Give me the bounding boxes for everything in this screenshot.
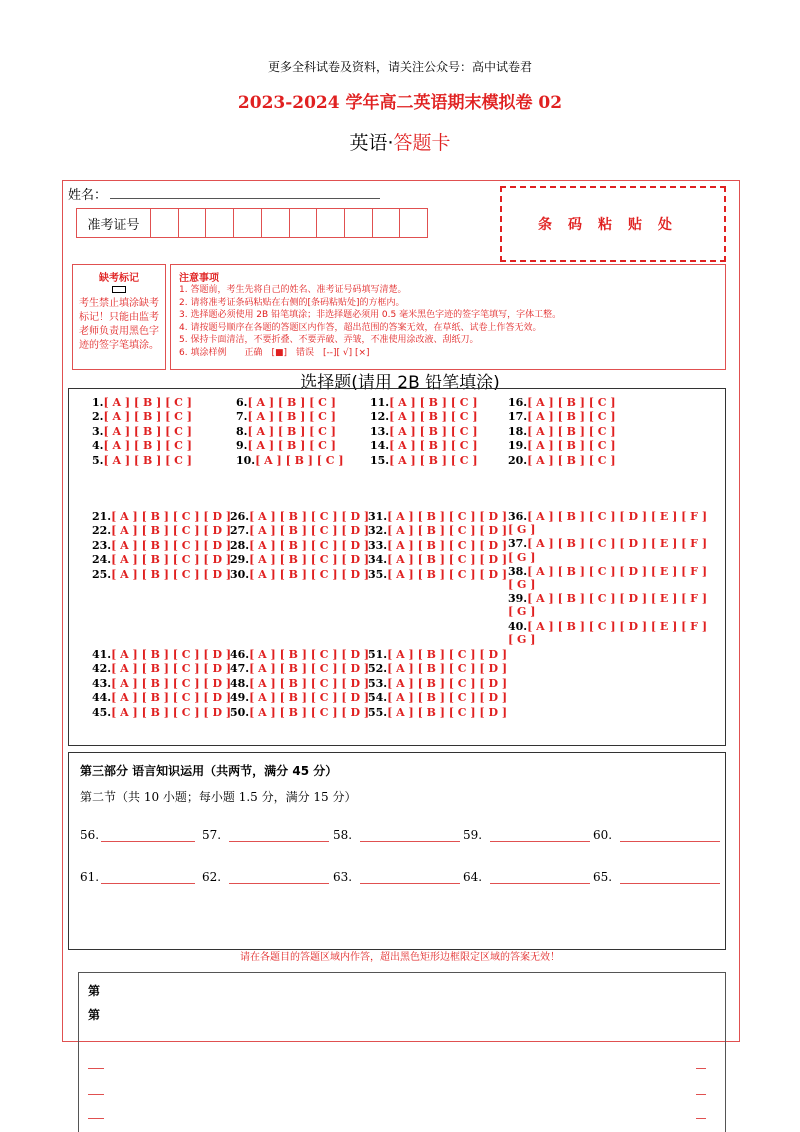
question-row[interactable]: 11.[ A ] [ B ] [ C ] xyxy=(370,396,478,409)
question-row[interactable]: 25.[ A ] [ B ] [ C ] [ D ] xyxy=(92,567,232,581)
note-item: 6. 填涂样例 正确 [■] 错误 [--][ √] [×] xyxy=(179,347,370,358)
exam-id-cell[interactable] xyxy=(151,209,179,237)
question-row[interactable]: 18.[ A ] [ B ] [ C ] xyxy=(508,424,616,438)
question-row[interactable]: 52.[ A ] [ B ] [ C ] [ D ] xyxy=(368,662,508,676)
question-row[interactable]: 26.[ A ] [ B ] [ C ] [ D ] xyxy=(230,510,370,523)
exam-title: 2023-2024 学年高二英语期末模拟卷 02 xyxy=(237,93,563,113)
question-row[interactable]: 9.[ A ] [ B ] [ C ] xyxy=(236,439,336,453)
next-section-box xyxy=(78,972,726,1132)
question-group-6-10 xyxy=(236,396,344,468)
question-row[interactable]: 5.[ A ] [ B ] [ C ] xyxy=(92,453,192,467)
question-row[interactable]: 34.[ A ] [ B ] [ C ] [ D ] xyxy=(368,553,508,567)
absent-text: 考生禁止填涂缺考标记！只能由监考老师负责用黑色字迹的签字笔填涂。 xyxy=(79,298,159,351)
part3-box xyxy=(68,752,726,950)
exam-id-cell[interactable] xyxy=(400,209,427,237)
question-row[interactable]: 10.[ A ] [ B ] [ C ] xyxy=(236,453,344,467)
question-row[interactable]: 17.[ A ] [ B ] [ C ] xyxy=(508,410,616,424)
question-group-1-5 xyxy=(92,396,192,468)
question-row[interactable]: 42.[ A ] [ B ] [ C ] [ D ] xyxy=(92,662,232,676)
exam-id-label: 准考证号 xyxy=(77,209,151,237)
blank-65[interactable]: 65. xyxy=(593,870,720,884)
blank-59[interactable]: 59. xyxy=(463,828,590,842)
question-row[interactable]: 35.[ A ] [ B ] [ C ] [ D ] xyxy=(368,567,508,581)
note-item: 5. 保持卡面清洁，不要折叠、不要弄破、弄皱，不准使用涂改液、刮纸刀。 xyxy=(179,335,479,345)
exam-id-cell[interactable] xyxy=(317,209,345,237)
question-group-26-30 xyxy=(230,510,369,582)
question-row[interactable]: 45.[ A ] [ B ] [ C ] [ D ] xyxy=(92,705,232,719)
question-row[interactable]: 23.[ A ] [ B ] [ C ] [ D ] xyxy=(92,538,232,552)
note-item: 4. 请按题号顺序在各题的答题区内作答，超出范围的答案无效，在草纸、试卷上作答无效。 xyxy=(179,322,542,333)
question-row[interactable]: 28.[ A ] [ B ] [ C ] [ D ] xyxy=(230,538,370,552)
question-row[interactable]: 1.[ A ] [ B ] [ C ] xyxy=(92,396,192,409)
question-row[interactable]: 20.[ A ] [ B ] [ C ] xyxy=(508,453,616,467)
exam-id-cell[interactable] xyxy=(206,209,234,237)
question-row[interactable]: 51.[ A ] [ B ] [ C ] [ D ] xyxy=(368,648,508,661)
question-row[interactable]: 19.[ A ] [ B ] [ C ] xyxy=(508,439,616,453)
absent-checkbox[interactable] xyxy=(112,286,126,293)
question-row[interactable]: 30.[ A ] [ B ] [ C ] [ D ] xyxy=(230,567,370,581)
notes-box xyxy=(170,264,726,370)
question-row[interactable]: 16.[ A ] [ B ] [ C ] xyxy=(508,396,616,409)
exam-id-box[interactable] xyxy=(76,208,428,238)
question-row[interactable]: 38.[ A ] [ B ] [ C ] [ D ] [ E ] [ F ] [ G ] xyxy=(508,564,708,592)
blank-56[interactable]: 56. xyxy=(80,828,195,842)
blank-64[interactable]: 64. xyxy=(463,870,590,884)
blank-61[interactable]: 61. xyxy=(80,870,195,884)
note-item: 3. 选择题必须使用 2B 铅笔填涂；非选择题必须用 0.5 毫米黑色字迹的签字笔填写，字体工整。 xyxy=(179,310,562,320)
question-row[interactable]: 8.[ A ] [ B ] [ C ] xyxy=(236,424,336,438)
question-row[interactable]: 13.[ A ] [ B ] [ C ] xyxy=(370,424,478,438)
name-label: 姓名： xyxy=(68,188,108,203)
question-group-21-25 xyxy=(92,510,231,582)
next-section-label: 第 xyxy=(88,984,101,998)
question-row[interactable]: 44.[ A ] [ B ] [ C ] [ D ] xyxy=(92,691,232,705)
writing-line[interactable] xyxy=(696,1118,706,1119)
blank-62[interactable]: 62. xyxy=(202,870,329,884)
card-subtitle xyxy=(0,128,800,155)
part3-section2: 第二节（共 10 小题；每小题 1.5 分，满分 15 分） xyxy=(80,790,357,804)
question-row[interactable]: 29.[ A ] [ B ] [ C ] [ D ] xyxy=(230,553,370,567)
question-row[interactable]: 43.[ A ] [ B ] [ C ] [ D ] xyxy=(92,676,232,690)
absent-mark-box xyxy=(72,264,166,370)
exam-id-cell[interactable] xyxy=(373,209,401,237)
question-group-31-35 xyxy=(368,510,507,582)
absent-title: 缺考标记 xyxy=(99,273,139,284)
writing-line[interactable] xyxy=(696,1068,706,1069)
name-field[interactable] xyxy=(110,198,380,199)
question-row[interactable]: 37.[ A ] [ B ] [ C ] [ D ] [ E ] [ F ] [ G ] xyxy=(508,537,708,564)
question-row[interactable]: 4.[ A ] [ B ] [ C ] xyxy=(92,439,192,453)
question-group-16-20 xyxy=(508,396,616,468)
blank-58[interactable]: 58. xyxy=(333,828,460,842)
next-section-label: 第 xyxy=(88,1008,101,1022)
question-row[interactable]: 32.[ A ] [ B ] [ C ] [ D ] xyxy=(368,524,508,538)
question-row[interactable]: 33.[ A ] [ B ] [ C ] [ D ] xyxy=(368,538,508,552)
barcode-area: 条码粘贴处 xyxy=(500,186,726,262)
question-row[interactable]: 46.[ A ] [ B ] [ C ] [ D ] xyxy=(230,648,370,661)
exam-id-cell[interactable] xyxy=(262,209,290,237)
question-row[interactable]: 3.[ A ] [ B ] [ C ] xyxy=(92,424,192,438)
writing-line[interactable] xyxy=(88,1068,104,1069)
question-row[interactable]: 7.[ A ] [ B ] [ C ] xyxy=(236,410,336,424)
question-row[interactable]: 47.[ A ] [ B ] [ C ] [ D ] xyxy=(230,662,370,676)
subject-label: 英语· xyxy=(349,132,394,154)
footnote-warning: 请在各题目的答题区域内作答，超出黑色矩形边框限定区域的答案无效！ xyxy=(240,952,560,963)
blank-60[interactable]: 60. xyxy=(593,828,720,842)
writing-line[interactable] xyxy=(88,1094,104,1095)
question-row[interactable]: 12.[ A ] [ B ] [ C ] xyxy=(370,410,478,424)
question-row[interactable]: 36.[ A ] [ B ] [ C ] [ D ] [ E ] [ F ] [ G ] xyxy=(508,510,708,537)
question-group-46-50 xyxy=(230,648,369,720)
question-row[interactable]: 49.[ A ] [ B ] [ C ] [ D ] xyxy=(230,691,370,705)
choice-section-title: 选择题(请用 2B 铅笔填涂) xyxy=(300,373,500,393)
writing-line[interactable] xyxy=(88,1118,104,1119)
question-row[interactable]: 27.[ A ] [ B ] [ C ] [ D ] xyxy=(230,524,370,538)
question-row[interactable]: 22.[ A ] [ B ] [ C ] [ D ] xyxy=(92,524,232,538)
question-row[interactable]: 53.[ A ] [ B ] [ C ] [ D ] xyxy=(368,676,508,690)
exam-id-cell[interactable] xyxy=(345,209,373,237)
exam-id-cell[interactable] xyxy=(234,209,262,237)
card-label: 答题卡 xyxy=(393,132,451,154)
blank-63[interactable]: 63. xyxy=(333,870,460,884)
question-row[interactable]: 40.[ A ] [ B ] [ C ] [ D ] [ E ] [ F ] [ G ] xyxy=(508,619,708,646)
question-row[interactable]: 15.[ A ] [ B ] [ C ] xyxy=(370,453,478,467)
question-row[interactable]: 39.[ A ] [ B ] [ C ] [ D ] [ E ] [ F ] [ G ] xyxy=(508,592,708,619)
top-notice: 更多全科试卷及资料，请关注公众号：高中试卷君 xyxy=(267,60,532,74)
question-row[interactable]: 41.[ A ] [ B ] [ C ] [ D ] xyxy=(92,648,232,661)
question-group-51-55 xyxy=(368,648,507,720)
question-group-11-15 xyxy=(370,396,478,468)
question-row[interactable]: 48.[ A ] [ B ] [ C ] [ D ] xyxy=(230,676,370,690)
question-row[interactable]: 55.[ A ] [ B ] [ C ] [ D ] xyxy=(368,705,508,719)
question-group-36-40 xyxy=(508,510,708,646)
question-row[interactable]: 50.[ A ] [ B ] [ C ] [ D ] xyxy=(230,705,370,719)
question-row[interactable]: 14.[ A ] [ B ] [ C ] xyxy=(370,439,478,453)
notes-title: 注意事项 xyxy=(179,273,219,284)
exam-id-cell[interactable] xyxy=(290,209,318,237)
blank-57[interactable]: 57. xyxy=(202,828,329,842)
writing-line[interactable] xyxy=(696,1094,706,1095)
question-row[interactable]: 54.[ A ] [ B ] [ C ] [ D ] xyxy=(368,691,508,705)
question-row[interactable]: 24.[ A ] [ B ] [ C ] [ D ] xyxy=(92,553,232,567)
question-row[interactable]: 31.[ A ] [ B ] [ C ] [ D ] xyxy=(368,510,508,523)
note-item: 2. 请将准考证条码粘贴在右侧的[条码粘贴处]的方框内。 xyxy=(179,297,405,308)
exam-id-cell[interactable] xyxy=(179,209,207,237)
question-row[interactable]: 21.[ A ] [ B ] [ C ] [ D ] xyxy=(92,510,232,523)
question-row[interactable]: 2.[ A ] [ B ] [ C ] xyxy=(92,410,192,424)
question-row[interactable]: 6.[ A ] [ B ] [ C ] xyxy=(236,396,336,409)
part3-title: 第三部分 语言知识运用（共两节，满分 45 分） xyxy=(80,764,338,778)
note-item: 1. 答题前，考生先将自己的姓名、准考证号码填写清楚。 xyxy=(179,285,407,295)
question-group-41-45 xyxy=(92,648,231,720)
